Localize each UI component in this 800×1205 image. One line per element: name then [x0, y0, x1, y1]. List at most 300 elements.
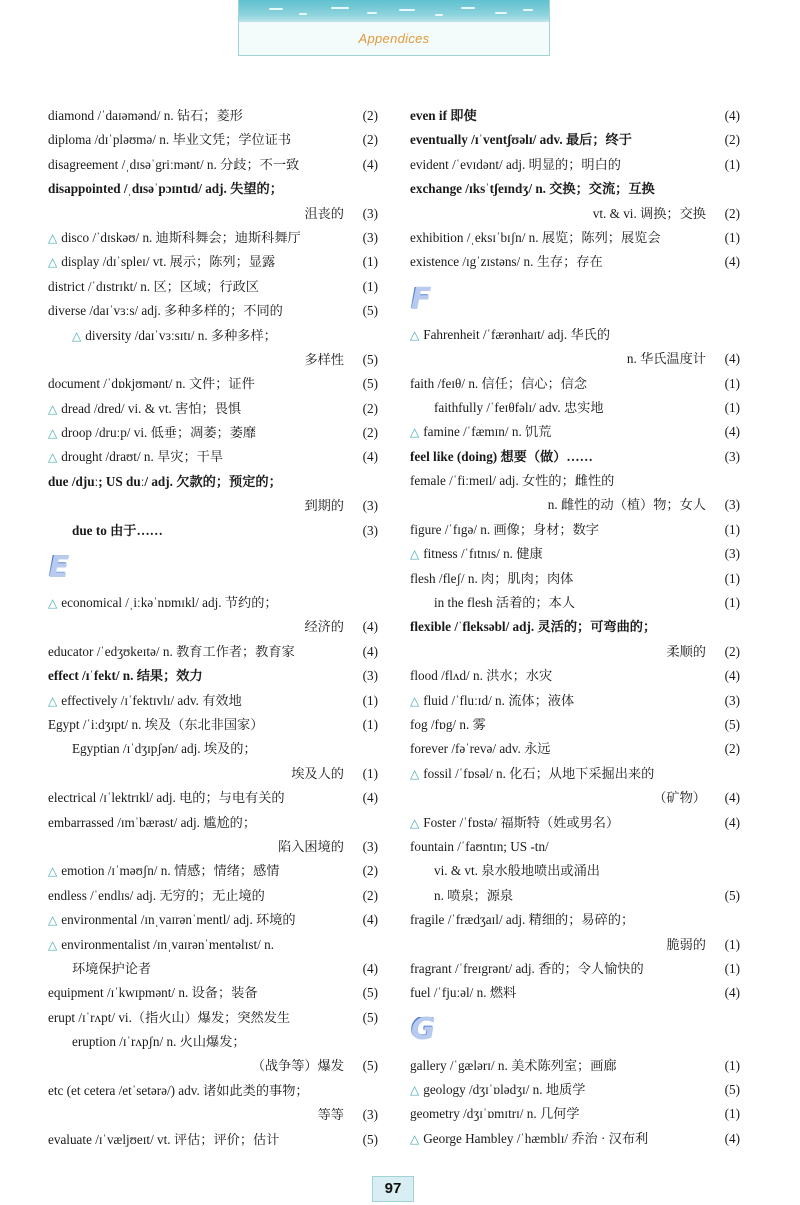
triangle-marker-icon: △ [48, 401, 58, 416]
entry-headword-text: fuel /ˈfjuːəl/ n. 燃料 [410, 985, 517, 1001]
unit-number: (4) [362, 912, 378, 928]
glossary-entry [410, 226, 740, 250]
glossary-entry [410, 250, 740, 274]
glossary-entry [48, 177, 378, 226]
entry-headword-text: feel like (doing) 想要（做）…… [410, 448, 593, 464]
entry-line [410, 908, 740, 932]
glossary-entry [410, 591, 740, 615]
entry-headword-text: eruption /ɪˈrʌpʃn/ n. 火山爆发； [72, 1034, 246, 1050]
unit-number: (5) [362, 351, 378, 367]
entry-continuation-text: n. 华氏温度计 [626, 351, 706, 367]
header-tab [238, 0, 550, 56]
section-letter-e [48, 543, 378, 591]
entry-headword-text: evident /ˈevɪdənt/ adj. 明显的；明白的 [410, 156, 621, 172]
glossary-entry [410, 542, 740, 566]
entry-headword-text: fragrant /ˈfreɪgrənt/ adj. 香的；令人愉快的 [410, 960, 644, 976]
entry-line [48, 957, 378, 981]
right-column [410, 104, 740, 1151]
triangle-marker-icon: △ [410, 327, 420, 342]
entry-headword-text: fountain /ˈfaʊntɪn; US -tn/ [410, 838, 549, 854]
unit-number: (4) [724, 814, 740, 830]
entry-headword-text: forever /fəˈrevə/ adv. 永远 [410, 741, 551, 757]
glossary-entry [410, 177, 740, 226]
entry-continuation-text: vt. & vi. 调换；交换 [592, 205, 706, 221]
entry-line [48, 202, 378, 226]
glossary-entry [48, 859, 378, 883]
entry-headword-text: diploma /dɪˈpləʊmə/ n. 毕业文凭；学位证书 [48, 132, 292, 148]
entry-line [410, 957, 740, 981]
glossary-entry [48, 1128, 378, 1152]
unit-number: (2) [724, 643, 740, 659]
glossary-entry [48, 372, 378, 396]
entry-headword-text: district /ˈdɪstrɪkt/ n. 区；区域；行政区 [48, 278, 259, 294]
entry-line [48, 762, 378, 786]
entry-line [48, 519, 378, 543]
entry-line [48, 397, 378, 421]
entry-headword-text: electrical /ɪˈlektrɪkl/ adj. 电的；与电有关的 [48, 790, 285, 806]
entry-line [410, 420, 740, 444]
unit-number: (5) [362, 1058, 378, 1074]
section-title: Appendices [358, 31, 430, 46]
glossary-entry [410, 567, 740, 591]
entry-headword-text: due /djuː; US duː/ adj. 欠款的；预定的； [48, 473, 282, 489]
unit-number: (1) [724, 156, 740, 172]
unit-number: (4) [724, 1130, 740, 1146]
glossary-entry [48, 737, 378, 786]
glossary-entry [410, 908, 740, 957]
entry-line [410, 177, 740, 201]
glossary-entry [48, 811, 378, 860]
entry-headword-text: existence /ɪgˈzɪstəns/ n. 生存；存在 [410, 254, 603, 270]
entry-line [410, 737, 740, 761]
glossary-entry [48, 933, 378, 982]
glossary-entry [410, 104, 740, 128]
entry-line [410, 1054, 740, 1078]
entry-headword-text: female /ˈfiːmeɪl/ adj. 女性的；雌性的 [410, 473, 615, 489]
section-letter-glyph: E [48, 548, 69, 584]
entry-line [48, 591, 378, 615]
entry-continuation-text: 埃及人的 [291, 765, 344, 781]
triangle-marker-icon: △ [48, 913, 58, 928]
entry-headword-text: fluid /ˈfluːɪd/ n. 流体；液体 [423, 692, 575, 708]
entry-headword-text: famine /ˈfæmɪn/ n. 饥荒 [423, 424, 552, 440]
entry-headword-text: eventually /ɪˈventʃʊəlɪ/ adv. 最后；终于 [410, 132, 632, 148]
glossary-entry [48, 884, 378, 908]
glossary-entry [410, 981, 740, 1005]
glossary-entry [48, 908, 378, 932]
entry-line [410, 713, 740, 737]
triangle-marker-icon: △ [48, 864, 58, 879]
entry-headword-text: diamond /ˈdaɪəmənd/ n. 钻石；菱形 [48, 108, 243, 123]
entry-continuation-text: 脆弱的 [666, 936, 706, 952]
entry-line [410, 518, 740, 542]
entry-line [48, 1103, 378, 1127]
glossary-entry [410, 957, 740, 981]
unit-number: (4) [724, 790, 740, 806]
unit-number: (4) [724, 254, 740, 270]
entry-headword-text: diverse /daɪˈvɜːs/ adj. 多种多样的；不同的 [48, 303, 283, 319]
unit-number: (1) [724, 229, 740, 245]
entry-line [410, 567, 740, 591]
unit-number: (1) [724, 375, 740, 391]
entry-headword-text: flesh /fleʃ/ n. 肉；肌肉；肉体 [410, 570, 574, 586]
entry-line [410, 689, 740, 713]
glossary-entry [410, 615, 740, 664]
unit-number: (4) [362, 643, 378, 659]
unit-number: (1) [724, 521, 740, 537]
unit-number: (2) [724, 205, 740, 221]
glossary-entry [48, 1030, 378, 1079]
glossary-entry [410, 689, 740, 713]
entry-headword-text: environmental /ɪnˌvaɪrənˈmentl/ adj. 环境的 [61, 912, 296, 928]
unit-number: (1) [362, 692, 378, 708]
glossary-entry [410, 737, 740, 761]
entry-continuation-text: n. 喷泉；源泉 [434, 887, 514, 903]
entry-line [410, 493, 740, 517]
triangle-marker-icon: △ [410, 547, 420, 562]
entry-continuation-text: 沮丧的 [304, 205, 344, 221]
unit-number: (1) [362, 278, 378, 294]
entry-headword-text: document /ˈdɒkjʊmənt/ n. 文件；证件 [48, 376, 255, 392]
glossary-entry [48, 275, 378, 299]
entry-headword-text: disco /ˈdɪskəʊ/ n. 迪斯科舞会；迪斯科舞厅 [61, 229, 301, 245]
glossary-entry [48, 664, 378, 688]
entry-headword-text: embarrassed /ɪmˈbærəst/ adj. 尴尬的； [48, 814, 257, 830]
entry-line [48, 689, 378, 713]
unit-number: (3) [362, 668, 378, 684]
section-letter-glyph: F [410, 280, 431, 316]
entry-headword-text: droop /druːp/ vi. 低垂；凋萎；萎靡 [61, 425, 257, 441]
entry-headword-text: equipment /ɪˈkwɪpmənt/ n. 设备；装备 [48, 985, 258, 1001]
entry-line [48, 835, 378, 859]
entry-line [48, 445, 378, 469]
glossary-entry [48, 226, 378, 250]
unit-number: (4) [724, 985, 740, 1001]
entry-headword-text: exhibition /ˌeksɪˈbɪʃn/ n. 展览；陈列；展览会 [410, 229, 661, 245]
entry-line [48, 275, 378, 299]
entry-line [410, 469, 740, 493]
triangle-marker-icon: △ [48, 596, 58, 611]
entry-line [48, 299, 378, 323]
unit-number: (3) [724, 448, 740, 464]
entry-headword-text: fossil /ˈfɒsəl/ n. 化石；从地下采掘出来的 [423, 765, 655, 781]
glossary-entry [48, 1079, 378, 1128]
entry-line [410, 664, 740, 688]
section-letter-glyph: G [410, 1011, 435, 1047]
entry-headword-text: display /dɪˈspleɪ/ vt. 展示；陈列；显露 [61, 254, 276, 270]
entry-line [410, 323, 740, 347]
entry-line [410, 933, 740, 957]
entry-line [48, 981, 378, 1005]
glossary-entry [410, 835, 740, 908]
unit-number: (4) [362, 790, 378, 806]
entry-headword-text: educator /ˈedʒʊkeɪtə/ n. 教育工作者；教育家 [48, 643, 295, 659]
unit-number: (3) [362, 1107, 378, 1123]
glossary-entry [48, 640, 378, 664]
entry-line [410, 445, 740, 469]
glossary-entry [48, 250, 378, 274]
entry-continuation-text: 等等 [317, 1107, 344, 1123]
unit-number: (3) [362, 498, 378, 514]
glossary-entry [48, 153, 378, 177]
entry-headword-text: flexible /ˈfleksəbl/ adj. 灵活的；可弯曲的； [410, 619, 657, 635]
entry-continuation-text: 到期的 [304, 498, 344, 514]
entry-headword-text: faith /feɪθ/ n. 信任；信心；信念 [410, 375, 588, 391]
unit-number: (1) [362, 765, 378, 781]
unit-number: (1) [362, 254, 378, 270]
unit-number: (5) [362, 1009, 378, 1025]
unit-number: (4) [724, 351, 740, 367]
unit-number: (1) [724, 399, 740, 415]
unit-number: (1) [724, 936, 740, 952]
glossary-entry [410, 128, 740, 152]
glossary-entry [410, 445, 740, 469]
entry-line [410, 835, 740, 859]
entry-headword-text: geometry /dʒɪˈɒmɪtrɪ/ n. 几何学 [410, 1106, 580, 1122]
entry-line [410, 1127, 740, 1151]
entry-headword-text: evaluate /ɪˈvæljʊeɪt/ vt. 评估；评价；估计 [48, 1131, 280, 1147]
entry-line [410, 884, 740, 908]
entry-headword-text: due to 由于…… [72, 522, 163, 538]
entry-line [48, 713, 378, 737]
entry-line [48, 640, 378, 664]
unit-number: (3) [362, 838, 378, 854]
glossary-entry [410, 153, 740, 177]
triangle-marker-icon: △ [410, 1131, 420, 1146]
entry-line [410, 1102, 740, 1126]
triangle-marker-icon: △ [410, 1083, 420, 1098]
entry-headword-text: diversity /daɪˈvɜːsɪtɪ/ n. 多种多样； [85, 327, 277, 343]
entry-line [48, 859, 378, 883]
entry-line [48, 104, 378, 128]
unit-number: (4) [724, 668, 740, 684]
unit-number: (1) [362, 716, 378, 732]
entry-line [410, 202, 740, 226]
glossary-entry [48, 299, 378, 323]
unit-number: (2) [362, 863, 378, 879]
entry-headword-text: fog /fɒg/ n. 雾 [410, 716, 486, 732]
unit-number: (4) [724, 108, 740, 123]
glossary-entry [410, 420, 740, 444]
entry-line [48, 786, 378, 810]
unit-number: (3) [724, 546, 740, 562]
entry-headword-text: Fahrenheit /ˈfærənhaɪt/ adj. 华氏的 [423, 326, 611, 342]
entry-line [48, 884, 378, 908]
glossary-entry [48, 397, 378, 421]
glossary-entry [48, 1006, 378, 1030]
unit-number: (3) [724, 692, 740, 708]
unit-number: (2) [724, 741, 740, 757]
unit-number: (2) [724, 132, 740, 148]
entry-line [410, 542, 740, 566]
entry-line [48, 908, 378, 932]
entry-continuation-text: （战争等）爆发 [251, 1058, 344, 1074]
triangle-marker-icon: △ [410, 693, 420, 708]
entry-line [48, 1054, 378, 1078]
entry-headword-text: even if 即使 [410, 108, 477, 123]
unit-number: (2) [362, 400, 378, 416]
unit-number: (5) [724, 887, 740, 903]
entry-headword-text: Egypt /ˈiːdʒɪpt/ n. 埃及（东北非国家） [48, 716, 264, 732]
glossary-entry [410, 518, 740, 542]
entry-continuation-text: 多样性 [304, 351, 344, 367]
left-column [48, 104, 378, 1152]
glossary-entry [48, 470, 378, 519]
unit-number: (5) [362, 303, 378, 319]
unit-number: (5) [724, 1082, 740, 1098]
entry-headword-text: figure /ˈfɪgə/ n. 画像；身材；数字 [410, 521, 599, 537]
entry-line [48, 933, 378, 957]
glossary-entry [410, 1102, 740, 1126]
entry-line [48, 615, 378, 639]
page-number: 97 [372, 1176, 414, 1202]
triangle-marker-icon: △ [72, 328, 82, 343]
glossary-entry [410, 1078, 740, 1102]
entry-headword-text: environmentalist /ɪnˌvaɪrənˈmentəlɪst/ n. [61, 936, 275, 952]
entry-continuation-text: 环境保护论者 [72, 960, 152, 976]
section-letter-f [410, 275, 740, 323]
glossary-entry [410, 713, 740, 737]
entry-line [48, 737, 378, 761]
triangle-marker-icon: △ [48, 450, 58, 465]
entry-headword-text: effectively /ɪˈfektɪvlɪ/ adv. 有效地 [61, 692, 242, 708]
glossary-entry [410, 1054, 740, 1078]
unit-number: (1) [724, 960, 740, 976]
entry-headword-text: disappointed /ˌdɪsəˈpɔɪntɪd/ adj. 失望的； [48, 181, 283, 197]
entry-line [410, 615, 740, 639]
unit-number: (1) [724, 570, 740, 586]
entry-line [48, 250, 378, 274]
glossary-entry [410, 469, 740, 518]
entry-headword-text: fitness /ˈfɪtnɪs/ n. 健康 [423, 546, 543, 562]
glossary-entry [48, 128, 378, 152]
entry-headword-text: geology /dʒɪˈɒlədʒɪ/ n. 地质学 [423, 1082, 586, 1098]
triangle-marker-icon: △ [48, 693, 58, 708]
glossary-entry [48, 689, 378, 713]
entry-headword-text: etc (et cetera /etˈsetərə/) adv. 诸如此类的事物； [48, 1082, 309, 1098]
entry-line [410, 372, 740, 396]
entry-headword-text: in the flesh 活着的；本人 [434, 595, 576, 611]
triangle-marker-icon: △ [410, 425, 420, 440]
entry-continuation-text: vi. & vt. 泉水般地喷出或涌出 [434, 863, 600, 879]
entry-line [410, 128, 740, 152]
entry-line [48, 664, 378, 688]
entry-line [410, 250, 740, 274]
unit-number: (4) [362, 449, 378, 465]
unit-number: (1) [724, 1106, 740, 1122]
unit-number: (4) [362, 960, 378, 976]
entry-line [48, 494, 378, 518]
entry-line [410, 347, 740, 371]
entry-line [48, 1079, 378, 1103]
glossary-entry [410, 323, 740, 372]
entry-line [410, 591, 740, 615]
entry-line [410, 104, 740, 128]
entry-continuation-text: 经济的 [304, 619, 344, 635]
glossary-entry [48, 786, 378, 810]
entry-line [48, 226, 378, 250]
header-band [239, 0, 549, 22]
entry-headword-text: endless /ˈendlɪs/ adj. 无穷的；无止境的 [48, 887, 265, 903]
triangle-marker-icon: △ [48, 230, 58, 245]
entry-line [48, 811, 378, 835]
unit-number: (2) [362, 887, 378, 903]
section-letter-g [410, 1006, 740, 1054]
entry-line [48, 470, 378, 494]
unit-number: (5) [362, 985, 378, 1001]
unit-number: (2) [362, 132, 378, 148]
unit-number: (1) [724, 1057, 740, 1073]
entry-line [48, 1030, 378, 1054]
entry-continuation-text: （矿物） [653, 790, 706, 806]
entry-line [410, 786, 740, 810]
entry-line [410, 640, 740, 664]
glossary-entry [48, 445, 378, 469]
unit-number: (4) [362, 619, 378, 635]
glossary-entry [410, 396, 740, 420]
entry-line [410, 396, 740, 420]
triangle-marker-icon: △ [48, 937, 58, 952]
entry-continuation-text: n. 雌性的动（植）物；女人 [547, 497, 706, 513]
glossary-entry [48, 981, 378, 1005]
entry-headword-text: erupt /ɪˈrʌpt/ vi.（指火山）爆发；突然发生 [48, 1009, 291, 1025]
triangle-marker-icon: △ [48, 426, 58, 441]
glossary-entry [410, 372, 740, 396]
triangle-marker-icon: △ [410, 766, 420, 781]
unit-number: (5) [362, 1131, 378, 1147]
glossary-entry [410, 811, 740, 835]
entry-headword-text: economical /ˌiːkəˈnɒmɪkl/ adj. 节约的； [61, 595, 278, 611]
entry-line [48, 153, 378, 177]
entry-headword-text: faithfully /ˈfeɪθfəlɪ/ adv. 忠实地 [434, 399, 604, 415]
unit-number: (1) [724, 595, 740, 611]
glossary-entry [48, 713, 378, 737]
glossary-entry [410, 664, 740, 688]
entry-line [48, 348, 378, 372]
entry-line [410, 762, 740, 786]
triangle-marker-icon: △ [410, 815, 420, 830]
entry-line [410, 981, 740, 1005]
entry-line [410, 1078, 740, 1102]
glossary-entry [48, 519, 378, 543]
unit-number: (3) [362, 205, 378, 221]
entry-headword-text: Foster /ˈfɒstə/ 福斯特（姓或男名） [423, 814, 620, 830]
unit-number: (4) [724, 424, 740, 440]
unit-number: (5) [724, 716, 740, 732]
unit-number: (2) [362, 108, 378, 123]
entry-line [48, 421, 378, 445]
entry-headword-text: gallery /ˈgælərɪ/ n. 美术陈列室；画廊 [410, 1057, 617, 1073]
entry-line [48, 324, 378, 348]
unit-number: (5) [362, 376, 378, 392]
unit-number: (3) [362, 229, 378, 245]
entry-line [410, 153, 740, 177]
entry-headword-text: disagreement /ˌdɪsəˈgriːmənt/ n. 分歧；不一致 [48, 156, 300, 172]
entry-headword-text: drought /draʊt/ n. 旱灾；干旱 [61, 449, 224, 465]
entry-line [48, 177, 378, 201]
entry-line [48, 1006, 378, 1030]
entry-line [48, 372, 378, 396]
unit-number: (4) [362, 156, 378, 172]
entry-headword-text: fragile /ˈfrædʒaɪl/ adj. 精细的；易碎的； [410, 912, 635, 928]
entry-line [410, 226, 740, 250]
entry-line [410, 811, 740, 835]
entry-headword-text: effect /ɪˈfekt/ n. 结果；效力 [48, 668, 203, 684]
entry-headword-text: dread /dred/ vi. & vt. 害怕；畏惧 [61, 400, 242, 416]
unit-number: (3) [724, 497, 740, 513]
glossary-entry [48, 104, 378, 128]
glossary-entry [48, 421, 378, 445]
